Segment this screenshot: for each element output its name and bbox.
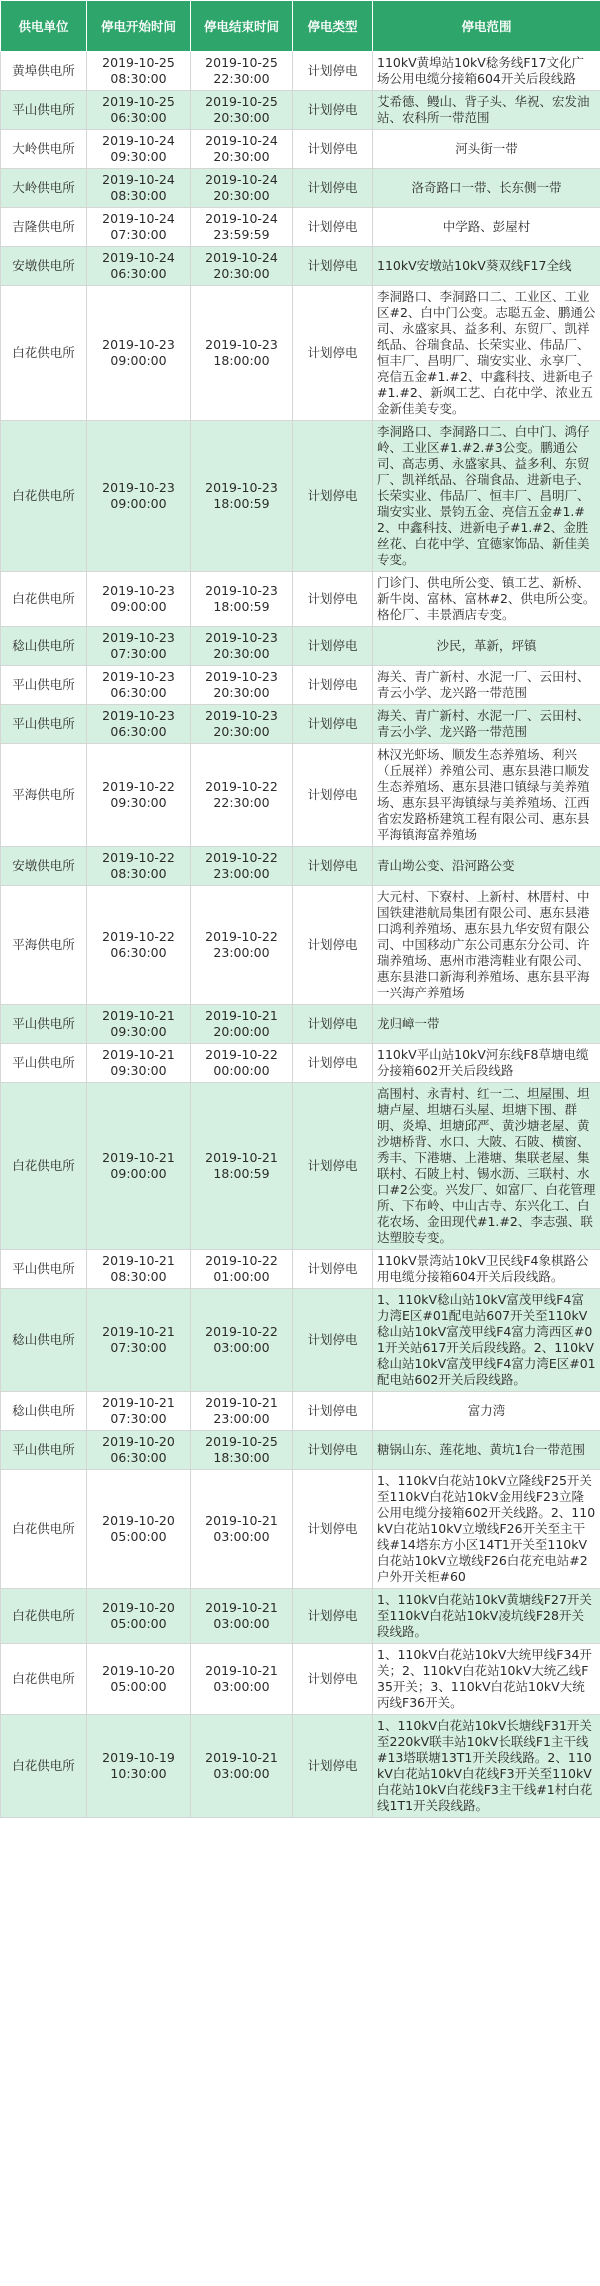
cell-scope: 门诊门、供电所公变、镇工艺、新桥、新牛岗、富林、富林#2、供电所公变。格伦厂、丰景酒店专变。 bbox=[373, 572, 600, 627]
cell-type: 计划停电 bbox=[293, 1250, 373, 1289]
cell-type: 计划停电 bbox=[293, 1431, 373, 1470]
table-row bbox=[1, 1715, 600, 1818]
table-row bbox=[1, 91, 600, 130]
cell-type: 计划停电 bbox=[293, 208, 373, 247]
cell-scope: 1、110kV白花站10kV立隆线F25开关至110kV白花站10kV金用线F23立隆公用电缆分接箱602开关线路。2、110kV白花站10kV立墩线F26开关至主干线#14塔东方小区14T1开关至110kV白花站10kV立墩线F26白花充电站#2户外开关柜#60 bbox=[373, 1470, 600, 1589]
cell-unit: 白花供电所 bbox=[1, 1589, 87, 1644]
cell-type: 计划停电 bbox=[293, 1005, 373, 1044]
cell-end-time: 2019-10-25 22:30:00 bbox=[191, 52, 293, 91]
cell-end-time: 2019-10-25 18:30:00 bbox=[191, 1431, 293, 1470]
cell-end-time: 2019-10-22 01:00:00 bbox=[191, 1250, 293, 1289]
table-row bbox=[1, 847, 600, 886]
table-row bbox=[1, 1044, 600, 1083]
cell-unit: 白花供电所 bbox=[1, 1715, 87, 1818]
cell-type: 计划停电 bbox=[293, 1589, 373, 1644]
table-row bbox=[1, 1589, 600, 1644]
cell-unit: 平海供电所 bbox=[1, 886, 87, 1005]
cell-scope: 高围村、永青村、红一二、坦屋围、坦塘卢屋、坦塘石头屋、坦塘下围、群明、炎埠、坦塘邱严、黄沙塘老屋、黄沙塘桥背、水口、大陂、石陂、横窗、秀丰、下港塘、上港塘、集联老屋、集联村、石陂上村、锡水沥、三联村、水口#2公变。兴发厂、如富厂、白花管理所、下布岭、中山古寺、东兴化工、白花农场、金田现代#1.#2、李志强、联达塑胶专变。 bbox=[373, 1083, 600, 1250]
cell-start-time: 2019-10-24 06:30:00 bbox=[87, 247, 191, 286]
header-end-time: 停电结束时间 bbox=[191, 1, 293, 52]
table-row bbox=[1, 666, 600, 705]
table-row bbox=[1, 1644, 600, 1715]
cell-start-time: 2019-10-23 07:30:00 bbox=[87, 627, 191, 666]
cell-unit: 平海供电所 bbox=[1, 744, 87, 847]
cell-scope: 糖锅山东、莲花地、黄坑1台一带范围 bbox=[373, 1431, 600, 1470]
table-row bbox=[1, 247, 600, 286]
cell-start-time: 2019-10-23 09:00:00 bbox=[87, 572, 191, 627]
cell-type: 计划停电 bbox=[293, 1470, 373, 1589]
table-header bbox=[1, 1, 600, 52]
cell-unit: 大岭供电所 bbox=[1, 130, 87, 169]
table-row bbox=[1, 208, 600, 247]
cell-unit: 稔山供电所 bbox=[1, 627, 87, 666]
cell-scope: 李洞路口、李洞路口二、工业区、工业区#2、白中门公变。志聪五金、鹏通公司、永盛家具、益多利、东贸厂、凯祥纸品、谷瑞食品、长荣实业、伟品厂、恒丰厂、昌明厂、瑞安实业、永享厂、亮信五金#1.#2、中鑫科技、进新电子#1.#2、新飒工艺、白花中学、浓业五金新佳美专变。 bbox=[373, 286, 600, 421]
cell-unit: 平山供电所 bbox=[1, 1044, 87, 1083]
cell-type: 计划停电 bbox=[293, 286, 373, 421]
cell-type: 计划停电 bbox=[293, 1715, 373, 1818]
table-row bbox=[1, 627, 600, 666]
cell-type: 计划停电 bbox=[293, 130, 373, 169]
cell-end-time: 2019-10-21 23:00:00 bbox=[191, 1392, 293, 1431]
cell-scope: 龙归嶂一带 bbox=[373, 1005, 600, 1044]
cell-end-time: 2019-10-21 20:00:00 bbox=[191, 1005, 293, 1044]
cell-scope: 110kV平山站10kV河东线F8草塘电缆分接箱602开关后段线路 bbox=[373, 1044, 600, 1083]
cell-type: 计划停电 bbox=[293, 886, 373, 1005]
cell-end-time: 2019-10-23 18:00:59 bbox=[191, 421, 293, 572]
cell-type: 计划停电 bbox=[293, 1289, 373, 1392]
header-start-time: 停电开始时间 bbox=[87, 1, 191, 52]
cell-end-time: 2019-10-21 03:00:00 bbox=[191, 1470, 293, 1589]
header-type: 停电类型 bbox=[293, 1, 373, 52]
cell-unit: 安墩供电所 bbox=[1, 847, 87, 886]
cell-start-time: 2019-10-21 09:30:00 bbox=[87, 1044, 191, 1083]
cell-scope: 110kV景湾站10kV卫民线F4象棋路公用电缆分接箱604开关后段线路。 bbox=[373, 1250, 600, 1289]
table-row bbox=[1, 1392, 600, 1431]
cell-scope: 富力湾 bbox=[373, 1392, 600, 1431]
cell-start-time: 2019-10-21 09:00:00 bbox=[87, 1083, 191, 1250]
cell-unit: 白花供电所 bbox=[1, 286, 87, 421]
table-row bbox=[1, 1250, 600, 1289]
cell-start-time: 2019-10-20 06:30:00 bbox=[87, 1431, 191, 1470]
cell-end-time: 2019-10-23 20:30:00 bbox=[191, 627, 293, 666]
table-row bbox=[1, 421, 600, 572]
cell-scope: 110kV安墩站10kV葵双线F17全线 bbox=[373, 247, 600, 286]
cell-type: 计划停电 bbox=[293, 1044, 373, 1083]
cell-unit: 平山供电所 bbox=[1, 1250, 87, 1289]
cell-type: 计划停电 bbox=[293, 1083, 373, 1250]
cell-start-time: 2019-10-21 08:30:00 bbox=[87, 1250, 191, 1289]
cell-unit: 稔山供电所 bbox=[1, 1392, 87, 1431]
cell-end-time: 2019-10-24 23:59:59 bbox=[191, 208, 293, 247]
cell-unit: 平山供电所 bbox=[1, 666, 87, 705]
cell-start-time: 2019-10-23 06:30:00 bbox=[87, 705, 191, 744]
cell-type: 计划停电 bbox=[293, 627, 373, 666]
cell-scope: 海关、青广新村、水泥一厂、云田村、青云小学、龙兴路一带范围 bbox=[373, 705, 600, 744]
cell-type: 计划停电 bbox=[293, 91, 373, 130]
cell-end-time: 2019-10-21 03:00:00 bbox=[191, 1644, 293, 1715]
cell-unit: 平山供电所 bbox=[1, 705, 87, 744]
cell-scope: 李洞路口、李洞路口二、白中门、鸿仔岭、工业区#1.#2.#3公变。鹏通公司、高志勇、永盛家具、益多利、东贸厂、凯祥纸品、谷瑞食品、进新电子、长荣实业、伟品厂、恒丰厂、昌明厂、瑞安实业、景钧五金、亮信五金#1.#2、中鑫科技、进新电子#1.#2、金胜丝花、白花中学、宜德家饰品、新佳美专变。 bbox=[373, 421, 600, 572]
table-body bbox=[1, 52, 600, 1818]
cell-scope: 艾希德、鳗山、背子头、华祝、宏发油站、农科所一带范围 bbox=[373, 91, 600, 130]
cell-start-time: 2019-10-21 09:30:00 bbox=[87, 1005, 191, 1044]
cell-start-time: 2019-10-22 09:30:00 bbox=[87, 744, 191, 847]
cell-type: 计划停电 bbox=[293, 1644, 373, 1715]
cell-start-time: 2019-10-20 05:00:00 bbox=[87, 1470, 191, 1589]
cell-unit: 平山供电所 bbox=[1, 1431, 87, 1470]
cell-end-time: 2019-10-23 20:30:00 bbox=[191, 705, 293, 744]
cell-scope: 青山坳公变、沿河路公变 bbox=[373, 847, 600, 886]
cell-start-time: 2019-10-23 09:00:00 bbox=[87, 286, 191, 421]
cell-scope: 沙民，革新，坪镇 bbox=[373, 627, 600, 666]
cell-start-time: 2019-10-21 07:30:00 bbox=[87, 1289, 191, 1392]
cell-start-time: 2019-10-20 05:00:00 bbox=[87, 1589, 191, 1644]
cell-start-time: 2019-10-20 05:00:00 bbox=[87, 1644, 191, 1715]
table-row bbox=[1, 1005, 600, 1044]
cell-scope: 大元村、下寮村、上新村、林厝村、中国铁建港航局集团有限公司、惠东县港口鸿利养殖场、惠东县九华安贸有限公司、中国移动广东公司惠东分公司、许瑞养殖场、惠州市港湾鞋业有限公司、惠东县港口新海利养殖场、惠东县平海一兴海产养殖场 bbox=[373, 886, 600, 1005]
table-row bbox=[1, 1470, 600, 1589]
cell-unit: 黄埠供电所 bbox=[1, 52, 87, 91]
cell-type: 计划停电 bbox=[293, 744, 373, 847]
cell-type: 计划停电 bbox=[293, 572, 373, 627]
cell-scope: 海关、青广新村、水泥一厂、云田村、青云小学、龙兴路一带范围 bbox=[373, 666, 600, 705]
cell-end-time: 2019-10-25 20:30:00 bbox=[191, 91, 293, 130]
header-scope: 停电范围 bbox=[373, 1, 600, 52]
cell-start-time: 2019-10-25 08:30:00 bbox=[87, 52, 191, 91]
cell-unit: 稔山供电所 bbox=[1, 1289, 87, 1392]
cell-scope: 林汉光虾场、顺发生态养殖场、利兴（丘展祥）养殖公司、惠东县港口顺发生态养殖场、惠东县港口镇绿与美养殖场、惠东县平海镇绿与美养殖场、江西省宏发路桥建筑工程有限公司、惠东县平海镇海富养殖场 bbox=[373, 744, 600, 847]
cell-unit: 吉隆供电所 bbox=[1, 208, 87, 247]
cell-start-time: 2019-10-24 07:30:00 bbox=[87, 208, 191, 247]
cell-start-time: 2019-10-22 08:30:00 bbox=[87, 847, 191, 886]
table-row bbox=[1, 169, 600, 208]
cell-scope: 110kV黄埠站10kV稔务线F17文化广场公用电缆分接箱604开关后段线路 bbox=[373, 52, 600, 91]
table-row bbox=[1, 1431, 600, 1470]
table-row bbox=[1, 1289, 600, 1392]
cell-end-time: 2019-10-21 03:00:00 bbox=[191, 1589, 293, 1644]
cell-start-time: 2019-10-24 09:30:00 bbox=[87, 130, 191, 169]
cell-unit: 大岭供电所 bbox=[1, 169, 87, 208]
cell-scope: 洛奇路口一带、长东侧一带 bbox=[373, 169, 600, 208]
table-row bbox=[1, 1083, 600, 1250]
cell-scope: 1、110kV白花站10kV大统甲线F34开关；2、110kV白花站10kV大统乙线F35开关；3、110kV白花站10kV大统丙线F36开关。 bbox=[373, 1644, 600, 1715]
cell-unit: 白花供电所 bbox=[1, 421, 87, 572]
cell-scope: 河头街一带 bbox=[373, 130, 600, 169]
cell-unit: 平山供电所 bbox=[1, 1005, 87, 1044]
header-unit: 供电单位 bbox=[1, 1, 87, 52]
cell-scope: 中学路、彭屋村 bbox=[373, 208, 600, 247]
cell-start-time: 2019-10-23 06:30:00 bbox=[87, 666, 191, 705]
table-row bbox=[1, 886, 600, 1005]
cell-end-time: 2019-10-22 03:00:00 bbox=[191, 1289, 293, 1392]
cell-end-time: 2019-10-22 00:00:00 bbox=[191, 1044, 293, 1083]
cell-unit: 安墩供电所 bbox=[1, 247, 87, 286]
cell-type: 计划停电 bbox=[293, 847, 373, 886]
cell-end-time: 2019-10-23 18:00:59 bbox=[191, 572, 293, 627]
cell-start-time: 2019-10-23 09:00:00 bbox=[87, 421, 191, 572]
cell-scope: 1、110kV稔山站10kV富茂甲线F4富力湾E区#01配电站607开关至110kV稔山站10kV富茂甲线F4富力湾西区#01开关站617开关后段线路。2、110kV稔山站10kV富茂甲线F4富力湾E区#01配电站602开关后段线路。 bbox=[373, 1289, 600, 1392]
table-row bbox=[1, 52, 600, 91]
cell-type: 计划停电 bbox=[293, 421, 373, 572]
header-row bbox=[1, 1, 600, 52]
cell-end-time: 2019-10-23 18:00:00 bbox=[191, 286, 293, 421]
cell-start-time: 2019-10-19 10:30:00 bbox=[87, 1715, 191, 1818]
table-row bbox=[1, 744, 600, 847]
cell-end-time: 2019-10-21 18:00:59 bbox=[191, 1083, 293, 1250]
cell-end-time: 2019-10-23 20:30:00 bbox=[191, 666, 293, 705]
cell-type: 计划停电 bbox=[293, 666, 373, 705]
cell-end-time: 2019-10-22 23:00:00 bbox=[191, 847, 293, 886]
table-row bbox=[1, 705, 600, 744]
cell-end-time: 2019-10-24 20:30:00 bbox=[191, 130, 293, 169]
cell-unit: 白花供电所 bbox=[1, 572, 87, 627]
table-row bbox=[1, 130, 600, 169]
cell-type: 计划停电 bbox=[293, 247, 373, 286]
cell-end-time: 2019-10-22 23:00:00 bbox=[191, 886, 293, 1005]
cell-end-time: 2019-10-22 22:30:00 bbox=[191, 744, 293, 847]
cell-unit: 平山供电所 bbox=[1, 91, 87, 130]
cell-unit: 白花供电所 bbox=[1, 1083, 87, 1250]
cell-unit: 白花供电所 bbox=[1, 1470, 87, 1589]
cell-start-time: 2019-10-24 08:30:00 bbox=[87, 169, 191, 208]
cell-type: 计划停电 bbox=[293, 1392, 373, 1431]
cell-type: 计划停电 bbox=[293, 169, 373, 208]
cell-end-time: 2019-10-21 03:00:00 bbox=[191, 1715, 293, 1818]
cell-start-time: 2019-10-21 07:30:00 bbox=[87, 1392, 191, 1431]
cell-start-time: 2019-10-22 06:30:00 bbox=[87, 886, 191, 1005]
cell-scope: 1、110kV白花站10kV长塘线F31开关至220kV联丰站10kV长联线F1主干线#13塔联塘13T1开关段线路。2、110kV白花站10kV白花线F3开关至110kV白花站10kV白花线F3主干线#1村白花线1T1开关段线路。 bbox=[373, 1715, 600, 1818]
cell-end-time: 2019-10-24 20:30:00 bbox=[191, 169, 293, 208]
cell-end-time: 2019-10-24 20:30:00 bbox=[191, 247, 293, 286]
cell-unit: 白花供电所 bbox=[1, 1644, 87, 1715]
cell-start-time: 2019-10-25 06:30:00 bbox=[87, 91, 191, 130]
cell-type: 计划停电 bbox=[293, 705, 373, 744]
table-row bbox=[1, 286, 600, 421]
table-row bbox=[1, 572, 600, 627]
cell-type: 计划停电 bbox=[293, 52, 373, 91]
cell-scope: 1、110kV白花站10kV黄塘线F27开关至110kV白花站10kV凌坑线F28开关段线路。 bbox=[373, 1589, 600, 1644]
